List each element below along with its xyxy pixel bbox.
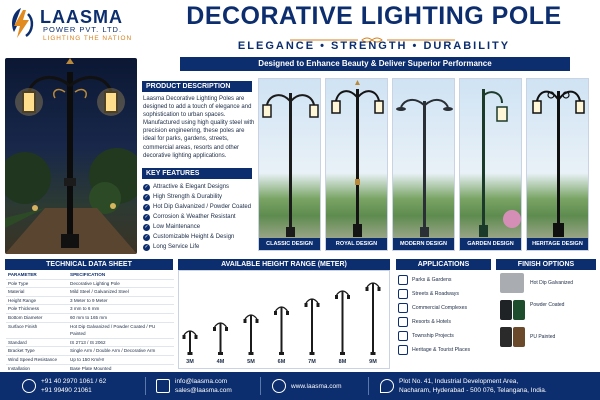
application-item [398,329,492,343]
township-icon [398,331,408,341]
globe-icon [272,379,286,393]
height-label: 9M [369,359,377,365]
email-1[interactable]: info@laasma.com [175,378,228,385]
feature-item [143,242,255,252]
height-range-figure [179,271,389,368]
feature-label: Attractive & Elegant Designs [153,184,230,190]
garden-pole-icon [460,79,522,251]
table-header-row [6,271,174,279]
parameter-cell: Standard [6,338,68,347]
banner: Designed to Enhance Beauty & Deliver Superior Performance [180,57,570,71]
email-2[interactable]: sales@laasma.com [175,387,232,394]
feature-item [143,202,255,212]
specification-cell: Mild Steel / Galvanized Steel [68,288,174,297]
green-swatch [513,300,525,320]
dark-swatch [500,327,512,347]
height-label: 7M [308,359,316,365]
specification-cell: Hot Dip Galvanized / Powder Coated / PU Painted [68,322,174,338]
heritage-icon [398,345,408,355]
feature-label: Long Service Life [153,244,200,250]
height-label: 8M [338,359,347,365]
application-item [398,315,492,329]
email-icon [156,379,170,393]
specification-cell: Single Arm / Double Arm / Decorative Arm [68,347,174,356]
design-label: HERITAGE DESIGN [527,238,588,250]
parameter-cell: Installation [6,364,68,373]
application-item [398,343,492,357]
address-line-2: Nacharam, Hyderabad - 500 076, Telangana, India. [399,387,547,394]
table-row [6,288,174,297]
pole-5M [244,315,259,355]
road-icon [398,289,408,299]
check-icon: ✓ [144,233,149,240]
application-label: Streets & Roadways [412,291,459,297]
check-icon: ✓ [144,183,149,190]
table-row [6,347,174,356]
phone-1[interactable]: +91 40 2970 1061 / 62 [41,378,107,385]
applications-heading: APPLICATIONS [396,259,491,270]
application-item [398,301,492,315]
galvanized-swatch [500,273,524,293]
table-row [6,355,174,364]
key-features-heading: KEY FEATURES [142,168,252,179]
table-row [6,279,174,288]
brand-subtitle: POWER PVT. LTD. [43,25,123,34]
phone-icon [22,379,36,393]
specification-cell: Up to 150 Km/Hr [68,355,174,364]
feature-item [143,192,255,202]
key-features-list [143,182,255,252]
application-label: Heritage & Tourist Places [412,347,471,353]
park-icon [398,275,408,285]
website-link[interactable]: www.laasma.com [291,383,342,390]
design-label: CLASSIC DESIGN [259,238,320,250]
specification-cell: Base Plate Mounted [68,364,174,373]
feature-item [143,182,255,192]
height-range-panel [178,270,390,369]
pole-9M [366,283,381,355]
modern-pole-icon [393,79,455,251]
check-icon: ✓ [144,243,149,250]
check-icon: ✓ [144,203,149,210]
footer [0,372,600,400]
design-modern [392,78,455,251]
parameter-cell: Pole Type [6,279,68,288]
finish-label: Hot Dip Galvanized [530,280,574,286]
footer-divider [368,377,369,395]
feature-label: Corrosion & Weather Resistant [153,214,236,220]
application-label: Resorts & Hotels [412,319,451,325]
design-label: MODERN DESIGN [393,238,454,250]
specification-cell: 3 Meter to 9 Meter [68,296,174,305]
height-label: 4M [216,359,225,365]
parameter-cell: Surface Finish [6,322,68,338]
feature-label: Hot Dip Galvanized / Powder Coated [153,204,252,210]
ornament-divider [290,31,455,39]
phone-2[interactable]: +91 99490 21061 [41,387,92,394]
logo-icon [6,6,36,40]
technical-data-heading: TECHNICAL DATA SHEET [5,259,173,270]
feature-item [143,232,255,242]
finish-options-heading: FINISH OPTIONS [496,259,596,270]
height-label: 3M [186,359,194,365]
specification-cell: 60 mm to 165 mm [68,313,174,322]
product-description-text: Laasma Decorative Lighting Poles are designed to add a touch of elegance and sophistication to urban spaces. Manufactured using high quality steel with precision engineering, these poles are ideal for parks, gardens, streets, commercial areas, resorts and other decorative lighting applications. [143,96,255,159]
pole-7M [305,299,320,355]
location-icon [380,379,394,393]
hotel-icon [398,317,408,327]
design-label: ROYAL DESIGN [326,238,387,250]
feature-label: Customizable Height & Design [153,234,235,240]
pole-6M [274,307,289,355]
column-header: SPECIFICATION [68,271,174,279]
royal-pole-icon [326,79,388,251]
parameter-cell: Wind Speed Resistance [6,355,68,364]
design-royal [325,78,388,251]
height-range-heading: AVAILABLE HEIGHT RANGE (METER) [178,259,390,270]
brown-swatch [513,327,525,347]
check-icon: ✓ [144,213,149,220]
table-row [6,313,174,322]
design-classic [258,78,321,251]
specification-cell: IS 2713 / IS 2062 [68,338,174,347]
classic-pole-icon [259,79,321,251]
page-title: DECORATIVE LIGHTING POLE [186,2,562,30]
brand-name: LAASMA [40,7,123,27]
parameter-cell: Height Range [6,296,68,305]
application-item [398,273,492,287]
height-label: 6M [277,359,286,365]
height-label: 5M [247,359,255,365]
finish-label: PU Painted [530,334,556,340]
parameter-cell: Bracket Type [6,347,68,356]
table-row [6,305,174,314]
black-swatch [500,300,512,320]
check-icon: ✓ [144,223,149,230]
application-label: Parks & Gardens [412,277,452,283]
hero-photo [5,58,137,254]
design-garden [459,78,522,251]
parameter-cell: Bottom Diameter [6,313,68,322]
finish-label: Powder Coated [530,302,565,308]
specification-cell: Decorative Lighting Pole [68,279,174,288]
specification-cell: 3 mm to 6 mm [68,305,174,314]
pole-8M [335,291,350,355]
application-item [398,287,492,301]
parameter-cell: Material [6,288,68,297]
footer-divider [145,377,146,395]
design-label: GARDEN DESIGN [460,238,521,250]
product-description-heading: PRODUCT DESCRIPTION [142,81,252,92]
parameter-cell: Pole Thickness [6,305,68,314]
feature-label: Low Maintenance [153,224,201,230]
feature-item [143,212,255,222]
address-line-1: Plot No. 41, Industrial Development Area, [399,378,519,385]
column-header: PARAMETER [6,271,68,279]
design-heritage [526,78,589,251]
table-row [6,322,174,338]
application-label: Township Projects [412,333,454,339]
technical-data-table [6,271,174,382]
pole-3M [183,331,198,355]
building-icon [398,303,408,313]
brand-tagline: LIGHTING THE NATION [43,35,133,42]
tagline: ELEGANCE • STRENGTH • DURABILITY [237,40,511,52]
heritage-pole-icon [527,79,589,251]
application-label: Commercial Complexes [412,305,468,311]
check-icon: ✓ [144,193,149,200]
table-row [6,296,174,305]
footer-divider [260,377,261,395]
applications-list [398,273,492,357]
pole-4M [213,323,228,355]
table-row [6,338,174,347]
feature-label: High Strength & Durability [153,194,223,200]
feature-item [143,222,255,232]
